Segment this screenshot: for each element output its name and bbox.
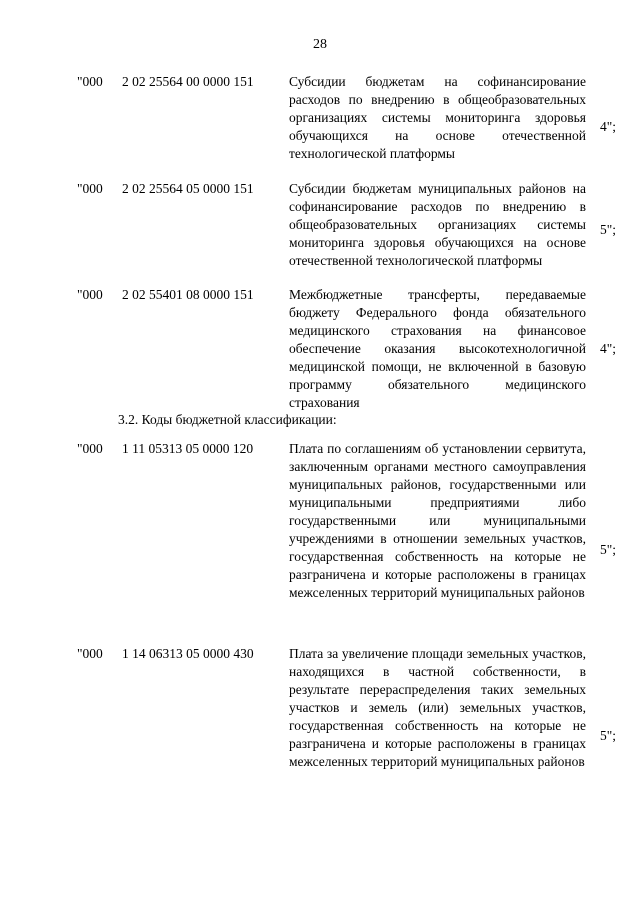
row-suffix: 4"; — [600, 119, 617, 134]
table-row — [0, 286, 640, 412]
budget-code: 1 14 06313 05 0000 430 — [122, 646, 254, 661]
row-description: Плата за увеличение площади земельных участков, находящихся в частной собственности, в результате перераспределения таких земельных участков и земель (или) земельных участков, государственная собственность на которые не разграничена и которые расположены в границах межселенных территорий муниципальных районов — [289, 646, 586, 769]
row-suffix: 4"; — [600, 341, 617, 356]
table-row — [0, 440, 640, 630]
table-row — [0, 645, 640, 805]
code-prefix: "000 — [77, 441, 103, 456]
table-row — [0, 180, 640, 288]
row-suffix: 5"; — [600, 222, 617, 237]
row-suffix: 5"; — [600, 542, 617, 557]
row-description: Плата по соглашениям об установлении сервитута, заключенным органами местного самоуправления муниципальных районов, государственными или муниципальными предприятиями либо государственными или муниципальными учреждениями в отношении земельных участков, государственная собственность на которые не разграничена и которые расположены в границах межселенных территорий муниципальных районов — [289, 441, 586, 600]
table-row — [0, 73, 640, 181]
row-description: Субсидии бюджетам на софинансирование расходов по внедрению в общеобразовательных организациях системы мониторинга здоровья обучающихся на основе отечественной технологической платформы — [289, 74, 586, 161]
budget-code: 1 11 05313 05 0000 120 — [122, 441, 254, 456]
code-prefix: "000 — [77, 181, 103, 196]
code-prefix: "000 — [77, 74, 103, 89]
row-description: Субсидии бюджетам муниципальных районов на софинансирование расходов по внедрению в общеобразовательных организациях системы мониторинга здоровья обучающихся на основе отечественной технологической платформы — [289, 181, 586, 268]
code-prefix: "000 — [77, 287, 103, 302]
budget-code: 2 02 25564 05 0000 151 — [122, 181, 254, 196]
budget-code: 2 02 25564 00 0000 151 — [122, 74, 254, 89]
row-suffix: 5"; — [600, 728, 617, 743]
row-description: Межбюджетные трансферты, передаваемые бюджету Федерального фонда обязательного медицинского страхования на финансовое обеспечение оказания высокотехнологичной медицинской помощи, не включенной в базовую программу обязательного медицинского страхования — [289, 287, 586, 410]
code-prefix: "000 — [77, 646, 103, 661]
section-heading: 3.2. Коды бюджетной классификации: — [118, 412, 337, 427]
budget-code: 2 02 55401 08 0000 151 — [122, 287, 254, 302]
page-number: 28 — [313, 37, 327, 52]
